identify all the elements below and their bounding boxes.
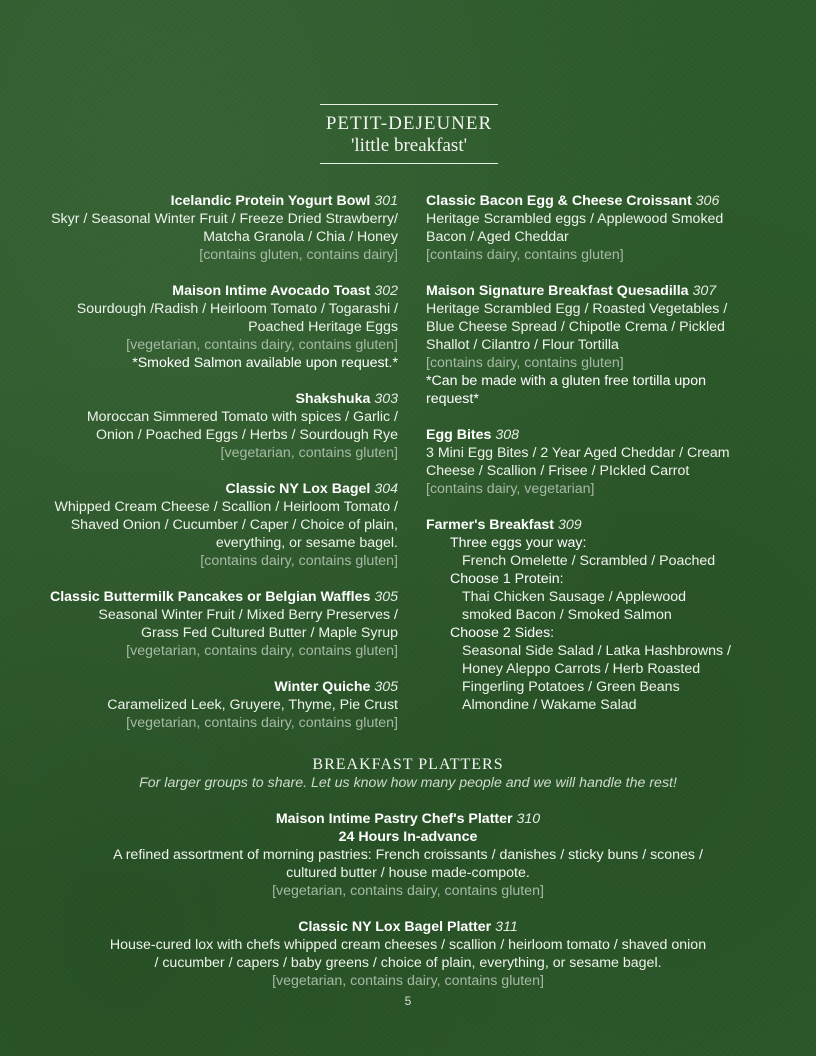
item-name: Maison Signature Breakfast Quesadilla [426,283,689,299]
item-description: Shaved Onion / Cucumber / Caper / Choice of plain, [70,517,398,533]
item-dietary-tags: [vegetarian, contains dairy, contains gluten] [126,643,398,659]
item-description: Blue Cheese Spread / Chipotle Crema / Pickled [426,319,725,335]
item-description: everything, or sesame bagel. [215,535,398,551]
choice-heading: Three eggs your way: [450,535,587,551]
item-note: *Can be made with a gluten free tortilla upon [426,373,706,389]
item-dietary-tags: [contains gluten, contains dairy] [199,247,398,263]
item-dietary-tags: [contains dairy, contains gluten] [200,553,398,569]
item-dietary-tags: [contains dairy, contains gluten] [426,247,624,263]
choice-options: Thai Chicken Sausage / Applewood [462,589,686,605]
choice-options: Seasonal Side Salad / Latka Hashbrowns / [462,643,731,659]
item-description: Poached Heritage Eggs [248,319,398,335]
item-dietary-tags: [vegetarian, contains dairy, contains gluten] [126,337,398,353]
breakfast-platters-section [40,756,776,1010]
item-number: 302 [374,283,398,299]
page-number: 5 [404,994,412,1008]
item-dietary-tags: [vegetarian, contains dairy, contains gluten] [272,883,544,899]
item-name: Icelandic Protein Yogurt Bowl [170,193,371,209]
left-menu-column [20,192,398,750]
menu-item-306 [426,192,786,264]
menu-item-303 [20,390,398,462]
item-number: 305 [374,589,398,605]
item-number: 308 [495,427,520,443]
item-description: / cucumber / capers / baby greens / choice of plain, everything, or sesame bagel. [154,955,662,971]
item-name: Classic Bacon Egg & Cheese Croissant [426,193,692,209]
section-title: PETIT-DEJEUNER [325,113,493,134]
item-note: request* [426,391,479,407]
item-description: Bacon / Aged Cheddar [426,229,569,245]
item-description: A refined assortment of morning pastries: French croissants / danishes / sticky buns / scones / [113,847,703,863]
item-description: cultured butter / house made-compote. [286,865,530,881]
item-description: Whipped Cream Cheese / Scallion / Heirloom Tomato / [54,499,398,515]
item-dietary-tags: [vegetarian, contains gluten] [220,445,398,461]
item-description: Cheese / Scallion / Frisee / PIckled Carrot [426,463,690,479]
choice-heading: Choose 1 Protein: [450,571,564,587]
item-description: Seasonal Winter Fruit / Mixed Berry Preserves / [98,607,398,623]
item-name: Maison Intime Pastry Chef's Platter [275,811,513,827]
platters-title: BREAKFAST PLATTERS [312,756,504,773]
choice-options: Fingerling Potatoes / Green Beans [462,679,680,695]
item-description: Shallot / Cilantro / Flour Tortilla [426,337,619,353]
item-description: Matcha Granola / Chia / Honey [203,229,398,245]
item-name: Classic NY Lox Bagel [225,481,371,497]
item-description: Heritage Scrambled Egg / Roasted Vegetables / [426,301,728,317]
item-name: Classic NY Lox Bagel Platter [298,919,492,935]
menu-item-307 [426,282,786,408]
item-dietary-tags: [contains dairy, vegetarian] [426,481,595,497]
item-description: Heritage Scrambled eggs / Applewood Smoked [426,211,724,227]
item-dietary-tags: [vegetarian, contains dairy, contains gluten] [272,973,544,989]
item-number: 301 [374,193,398,209]
item-description: Onion / Poached Eggs / Herbs / Sourdough Rye [95,427,398,443]
item-description: Caramelized Leek, Gruyere, Thyme, Pie Crust [107,697,398,713]
platters-subtitle: For larger groups to share. Let us know how many people and we will handle the rest! [139,775,677,791]
right-menu-column [426,192,786,732]
choice-heading: Choose 2 Sides: [450,625,555,641]
item-description: Grass Fed Cultured Butter / Maple Syrup [140,625,398,641]
item-name: Winter Quiche [274,679,371,695]
menu-item-305-pancakes [20,588,398,660]
item-number: 311 [495,919,518,935]
choice-options: smoked Bacon / Smoked Salmon [462,607,672,623]
menu-item-309 [426,516,786,714]
item-note: *Smoked Salmon available upon request.* [132,355,398,371]
item-dietary-tags: [contains dairy, contains gluten] [426,355,624,371]
item-name: Shakshuka [295,391,371,407]
item-description: 3 Mini Egg Bites / 2 Year Aged Cheddar / Cream [426,445,730,461]
menu-item-308 [426,426,786,498]
item-name: Egg Bites [426,427,492,443]
platter-item-311 [40,918,776,990]
item-number: 310 [516,811,541,827]
item-number: 306 [695,193,720,209]
menu-item-305-quiche [20,678,398,732]
item-description: Skyr / Seasonal Winter Fruit / Freeze Dried Strawberry/ [51,211,398,227]
item-number: 303 [374,391,398,407]
menu-header [320,104,498,164]
advance-notice: 24 Hours In-advance [338,829,478,845]
item-name: Farmer's Breakfast [426,517,554,533]
menu-item-301 [20,192,398,264]
item-dietary-tags: [vegetarian, contains dairy, contains gluten] [126,715,398,731]
menu-item-304 [20,480,398,570]
item-description: Sourdough /Radish / Heirloom Tomato / Togarashi / [76,301,398,317]
menu-item-302 [20,282,398,372]
item-number: 307 [692,283,717,299]
choice-options: Almondine / Wakame Salad [462,697,637,713]
item-description: House-cured lox with chefs whipped cream cheeses / scallion / heirloom tomato / shaved onion [109,937,707,953]
item-description: Moroccan Simmered Tomato with spices / Garlic / [86,409,398,425]
choice-options: French Omelette / Scrambled / Poached [462,553,716,569]
item-name: Classic Buttermilk Pancakes or Belgian Waffles [49,589,371,605]
section-subtitle: 'little breakfast' [350,135,468,156]
item-number: 305 [374,679,398,695]
item-name: Maison Intime Avocado Toast [172,283,371,299]
choice-options: Honey Aleppo Carrots / Herb Roasted [462,661,701,677]
platter-item-310 [40,810,776,900]
item-number: 309 [557,517,582,533]
item-number: 304 [374,481,398,497]
